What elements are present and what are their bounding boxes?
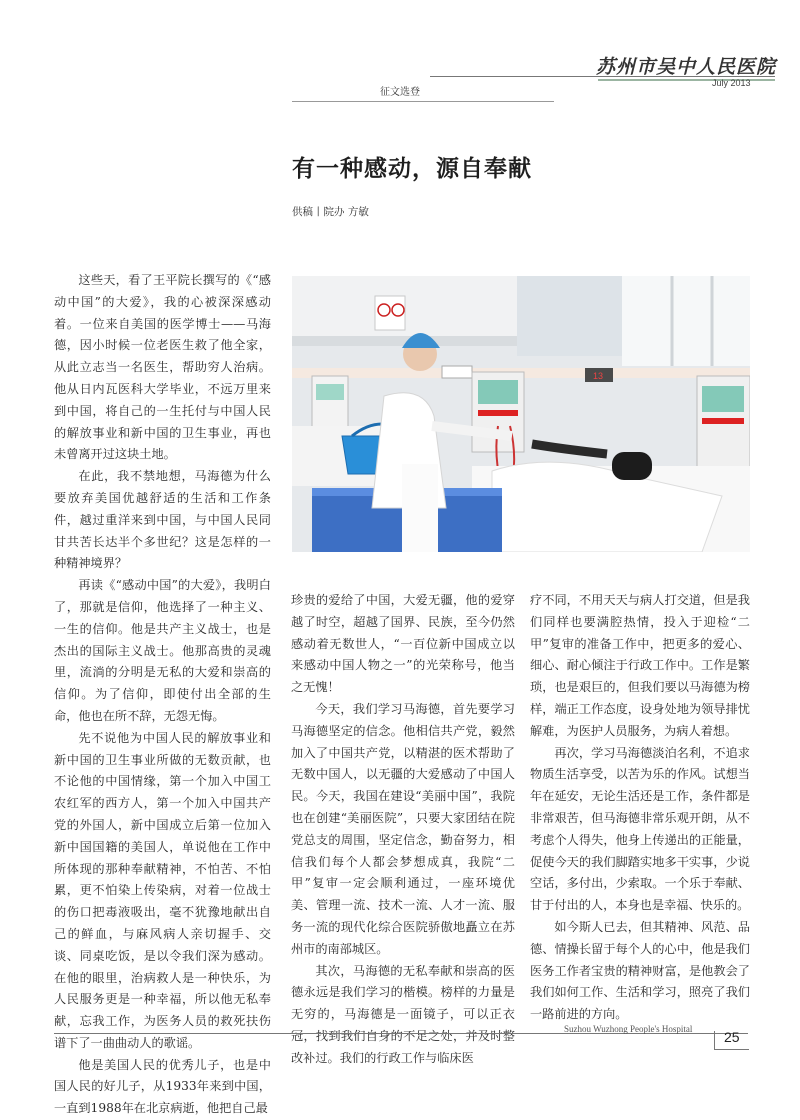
paragraph: 其次，马海德的无私奉献和崇高的医德永远是我们学习的楷模。榜样的力量是无穷的，马海德是一面镜子，可以正衣冠，找到我们自身的不足之处，并及时整改补过。我们的行政工作与临床医 — [291, 963, 515, 1065]
header-rule — [430, 76, 775, 77]
article-byline: 供稿丨院办 方敏 — [292, 206, 369, 218]
body-column-2 — [291, 590, 515, 1070]
footer-hospital: Suzhou Wuzhong People's Hospital — [564, 1024, 693, 1034]
article-photo — [292, 276, 750, 552]
page-number: 25 — [724, 1029, 740, 1045]
article-title: 有一种感动，源自奉献 — [292, 156, 532, 182]
body-column-1 — [54, 270, 271, 1120]
section-rule — [292, 101, 554, 102]
paragraph: 先不说他为中国人民的解放事业和新中国的卫生事业所做的无数贡献，也不论他的中国情缘，第一个加入中国工农红军的西方人，第一个加入中国共产党的外国人，新中国成立后第一位加入新中国国籍的美国人，单说他在工作中所体现的那种奉献精神，不怕苦、不怕累，更不怕染上传染病，对着一位战士的伤口把毒液吸出，毫不犹豫地献出自己的鲜血，与麻风病人亲切握手、交谈、同桌吃饭，是以令我们深为感动。在他的眼里，治病救人是一种快乐，为人民服务更是一种幸福，所以他无私奉献，忘我工作，为医务人员的救死扶伤谱下了一曲曲动人的歌谣。 — [54, 730, 271, 1050]
paragraph: 再次，学习马海德淡泊名利，不追求物质生活享受，以苦为乐的作风。试想当年在延安，无论生活还是工作，条件都是非常艰苦，但马海德非常乐观开朗，从不考虑个人得失，他身上传递出的正能量，促使今天的我们脚踏实地多干实事，少说空话，多付出，少索取。一个乐于奉献、甘于付出的人，本身也是幸福、快乐的。 — [530, 745, 750, 913]
hospital-name: 苏州市吴中人民医院 — [596, 56, 777, 78]
body-column-3 — [530, 590, 750, 1026]
bed-sign-text: 13 — [593, 371, 604, 381]
paragraph: 在此，我不禁地想，马海德为什么要放弃美国优越舒适的生活和工作条件，越过重洋来到中国，与中国人民同甘共苦长达半个多世纪？这是怎样的一种精神境界？ — [54, 469, 271, 571]
paragraph: 珍贵的爱给了中国，大爱无疆，他的爱穿越了时空，超越了国界、民族，至今仍然感动着无数世人，“一百位新中国成立以来感动中国人物之一”的光荣称号，他当之无愧！ — [291, 593, 515, 695]
issue-date: July 2013 — [712, 78, 751, 88]
paragraph: 他是美国人民的优秀儿子，也是中国人民的好儿子，从1933年来到中国，一直到1988年在北京病逝，他把自己最 — [54, 1057, 271, 1116]
paragraph: 疗不同，不用天天与病人打交道，但是我们同样也要满腔热情，投入于迎检“二甲”复审的准备工作中，把更多的爱心、细心、耐心倾注于行政工作中。工作是繁琐，也是艰巨的，但我们要以马海德为榜样，端正工作态度，设身处地为领导排忧解难，为医护人员服务，为病人着想。 — [530, 593, 750, 738]
paragraph: 这些天，看了王平院长撰写的《“感动中国”的大爱》，我的心被深深感动着。一位来自美国的医学博士——马海德，因小时候一位老医生救了他全家，从此立志当一名医生，帮助穷人治病。他从日内瓦医科大学毕业，不远万里来到中国，将自己的一生托付与中国人民的解放事业和新中国的卫生事业，再也未曾离开过这块土地。 — [54, 273, 271, 462]
paragraph: 如今斯人已去，但其精神、风范、品德、情操长留于每个人的心中，他是我们医务工作者宝贵的精神财富，是他教会了我们如何工作、生活和学习，照亮了我们一路前进的方向。 — [530, 919, 750, 1022]
paragraph: 再读《“感动中国”的大爱》，我明白了，那就是信仰，他选择了一种主义、一生的信仰。他是共产主义战士，也是杰出的国际主义战士。他那高贵的灵魂里，流淌的分明是无私的大爱和崇高的信仰。为了信仰，即使付出全部的生命，他也在所不辞，无怨无悔。 — [54, 578, 271, 723]
paragraph: 今天，我们学习马海德，首先要学习马海德坚定的信念。他相信共产党，毅然加入了中国共产党，以精湛的医术帮助了无数中国人，以无疆的大爱感动了中国人民。今天，我国在建设“美丽中国”，我院也在创建“美丽医院”，只要大家团结在院党总支的周围，坚定信念，勤奋努力，相信我们每个人都会梦想成真，我院“二甲”复审一定会顺利通过，一座环境优美、管理一流、技术一流、人才一流、服务一流的现代化综合医院骄傲地矗立在苏州市的南部城区。 — [291, 701, 515, 956]
section-label: 征文选登 — [380, 87, 420, 98]
